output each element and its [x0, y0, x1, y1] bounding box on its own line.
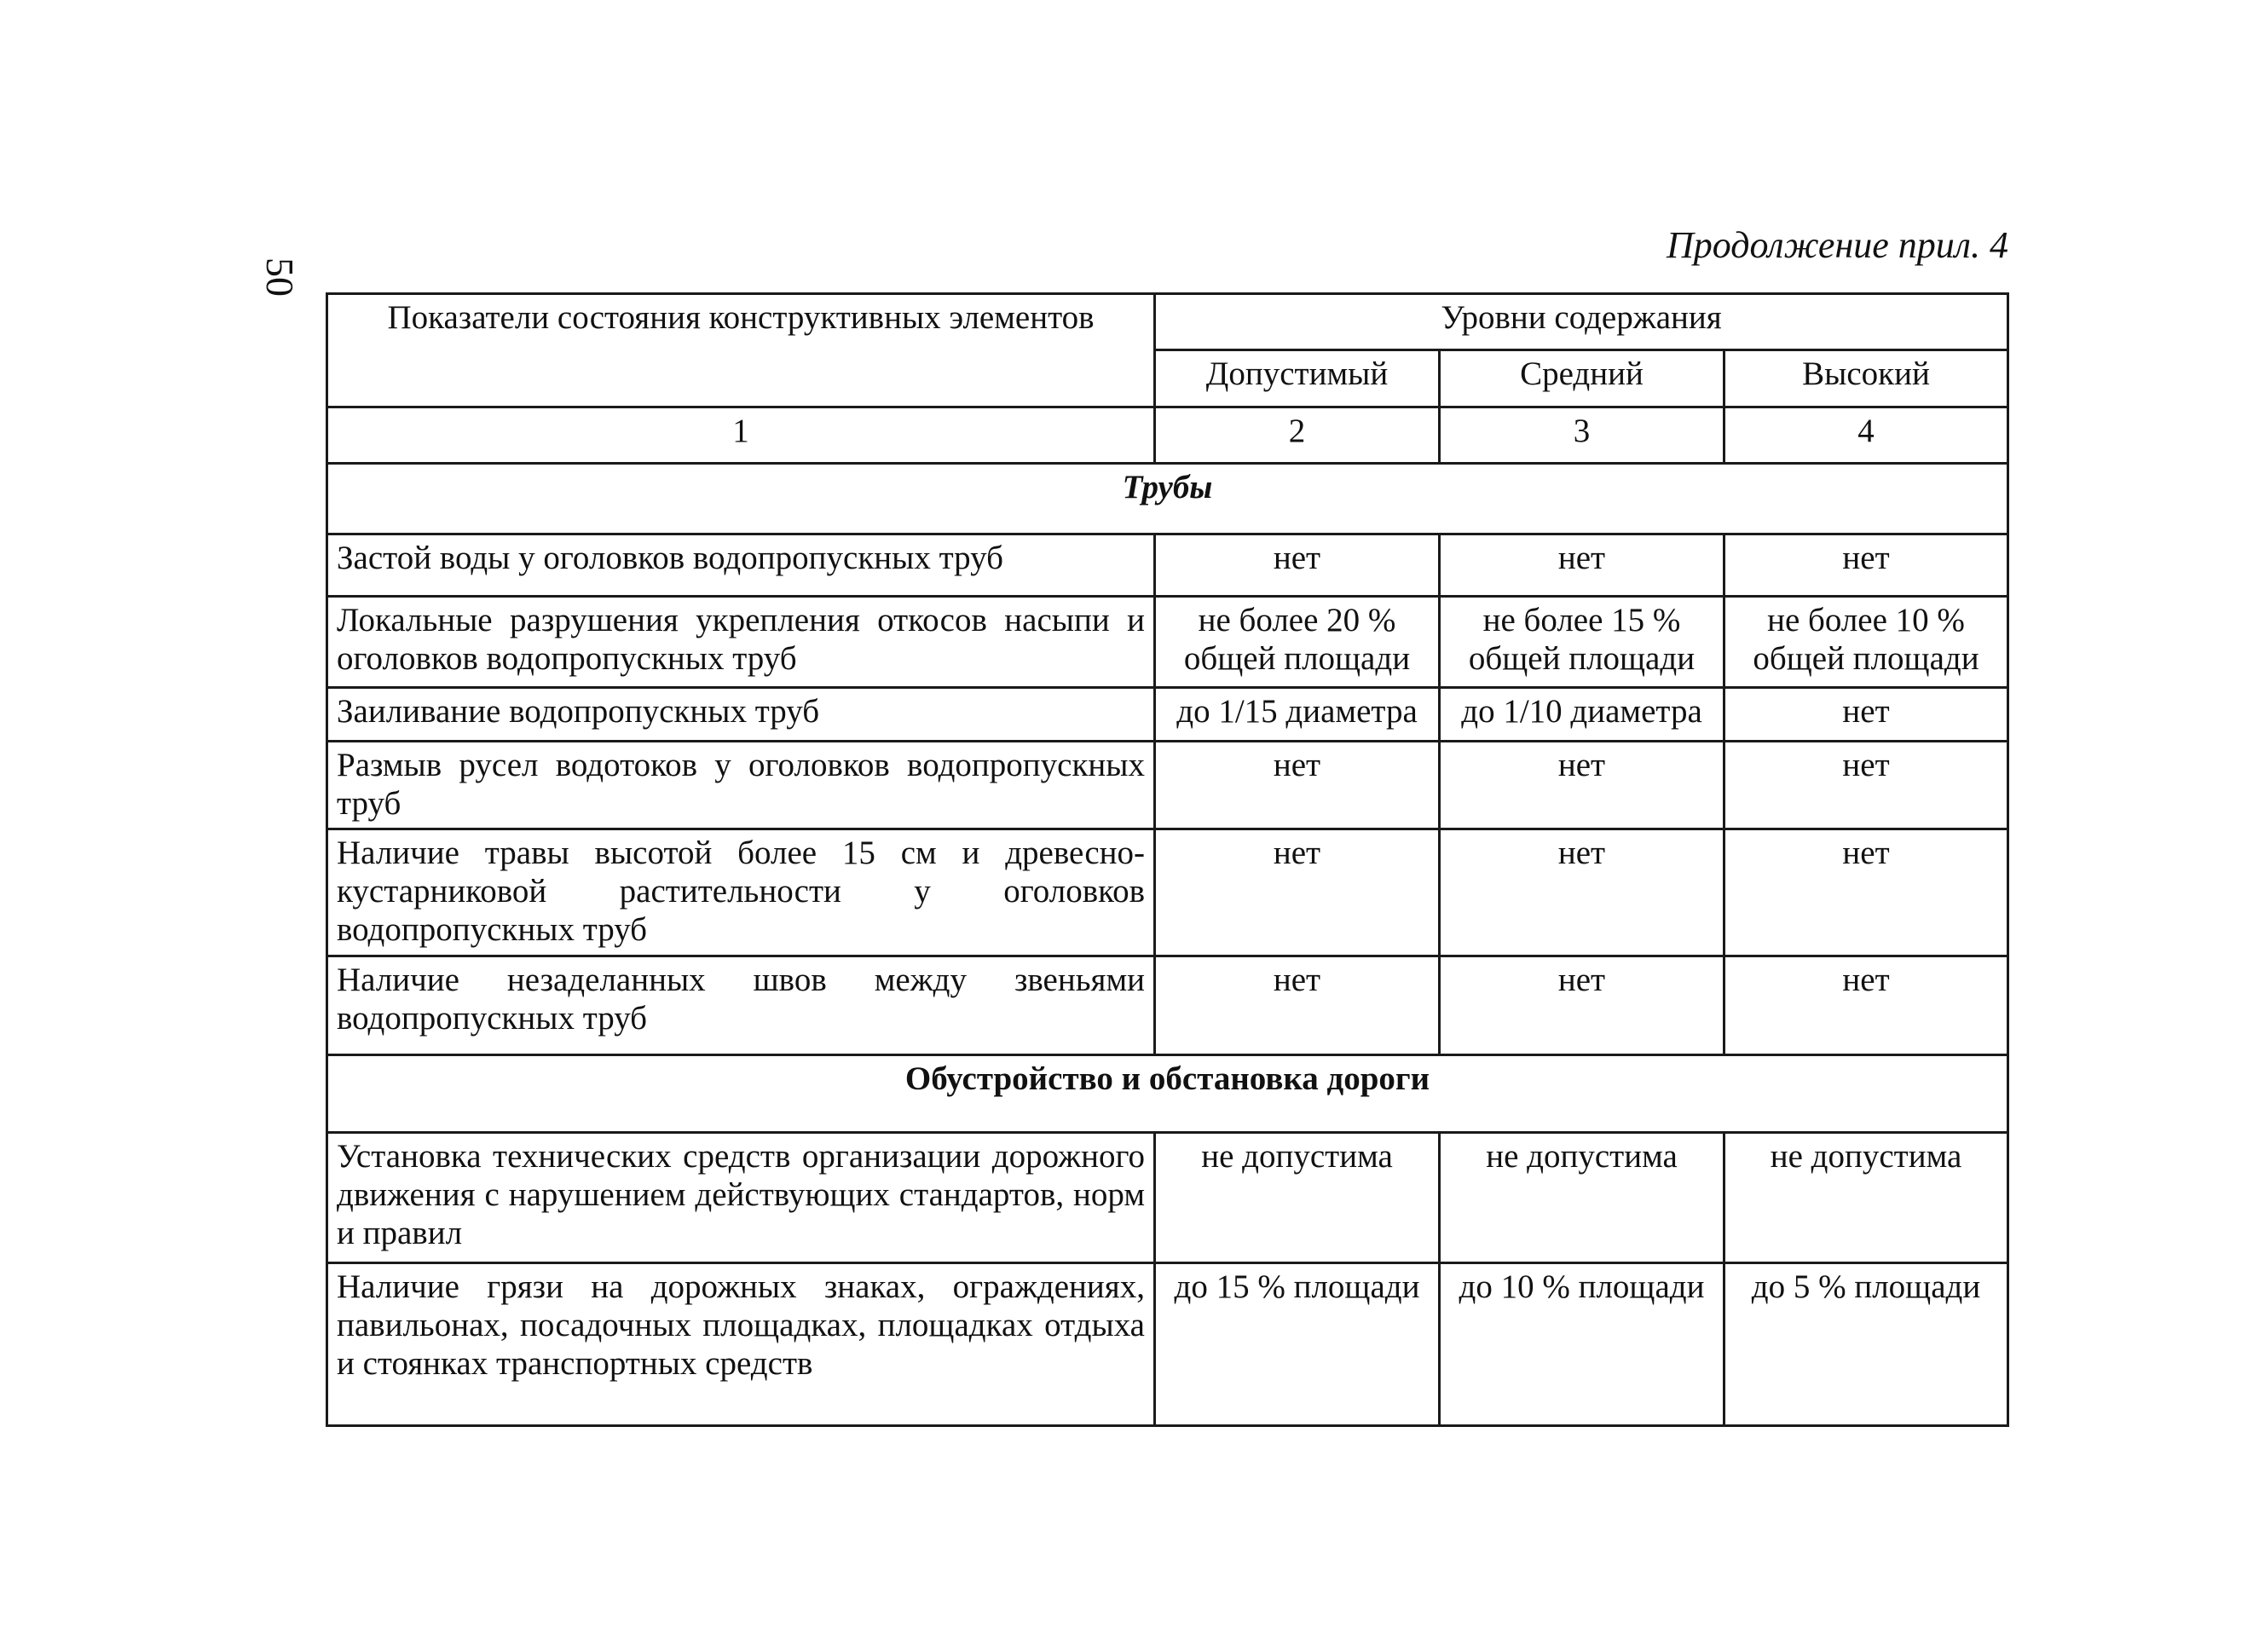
- table-row: [327, 956, 2008, 1055]
- value-medium: не более 15 % общей площади: [1440, 597, 1724, 688]
- value-high: нет: [1724, 688, 2008, 742]
- value-high: нет: [1724, 742, 2008, 829]
- column-number: 1: [327, 407, 1155, 464]
- row-indicator: Наличие незаделанных швов между звеньями водопропускных труб: [327, 956, 1155, 1055]
- section-row-pipes: [327, 464, 2008, 534]
- value-permissible: нет: [1155, 956, 1440, 1055]
- value-medium: нет: [1440, 534, 1724, 597]
- section-title: Трубы: [327, 464, 2008, 534]
- value-medium: нет: [1440, 829, 1724, 956]
- value-high: нет: [1724, 956, 2008, 1055]
- value-high: до 5 % площади: [1724, 1263, 2008, 1426]
- value-permissible: до 1/15 диаметра: [1155, 688, 1440, 742]
- value-medium: до 10 % площади: [1440, 1263, 1724, 1426]
- row-indicator: Заиливание водопропускных труб: [327, 688, 1155, 742]
- row-indicator: Наличие травы высотой более 15 см и древесно-кустарниковой растительности у оголовков водопропускных труб: [327, 829, 1155, 956]
- value-medium: не допустима: [1440, 1133, 1724, 1263]
- value-permissible: нет: [1155, 742, 1440, 829]
- value-medium: нет: [1440, 956, 1724, 1055]
- table-row: [327, 534, 2008, 597]
- value-high: не допустима: [1724, 1133, 2008, 1263]
- value-permissible: не более 20 % общей площади: [1155, 597, 1440, 688]
- section-row-road-equipment: [327, 1055, 2008, 1133]
- column-number-row: [327, 407, 2008, 464]
- row-indicator: Размыв русел водотоков у оголовков водопропускных труб: [327, 742, 1155, 829]
- table-row: [327, 1133, 2008, 1263]
- column-number: 3: [1440, 407, 1724, 464]
- header-level-high: Высокий: [1724, 350, 2008, 407]
- row-indicator: Установка технических средств организации дорожного движения с нарушением действующих стандартов, норм и правил: [327, 1133, 1155, 1263]
- header-levels: Уровни содержания: [1155, 294, 2008, 350]
- value-permissible: не допустима: [1155, 1133, 1440, 1263]
- column-number: 2: [1155, 407, 1440, 464]
- value-high: не более 10 % общей площади: [1724, 597, 2008, 688]
- header-level-medium: Средний: [1440, 350, 1724, 407]
- row-indicator: Локальные разрушения укрепления откосов насыпи и оголовков водопропускных труб: [327, 597, 1155, 688]
- value-permissible: до 15 % площади: [1155, 1263, 1440, 1426]
- table-row: [327, 597, 2008, 688]
- header-level-permissible: Допустимый: [1155, 350, 1440, 407]
- row-indicator: Наличие грязи на дорожных знаках, ограждениях, павильонах, посадочных площадках, площадках отдыха и стоянках транспортных средств: [327, 1263, 1155, 1426]
- page-number: 50: [258, 257, 302, 297]
- value-medium: до 1/10 диаметра: [1440, 688, 1724, 742]
- table-row: [327, 742, 2008, 829]
- continuation-label: Продолжение прил. 4: [1667, 224, 2008, 266]
- header-indicator: Показатели состояния конструктивных элементов: [327, 294, 1155, 407]
- value-permissible: нет: [1155, 534, 1440, 597]
- row-indicator: Застой воды у оголовков водопропускных труб: [327, 534, 1155, 597]
- table-row: [327, 829, 2008, 956]
- value-high: нет: [1724, 829, 2008, 956]
- requirements-table: [326, 292, 2009, 1427]
- table-row: [327, 688, 2008, 742]
- table-row: [327, 1263, 2008, 1426]
- section-title: Обустройство и обстановка дороги: [327, 1055, 2008, 1133]
- column-number: 4: [1724, 407, 2008, 464]
- value-high: нет: [1724, 534, 2008, 597]
- value-medium: нет: [1440, 742, 1724, 829]
- header-row-levels: [327, 294, 2008, 350]
- value-permissible: нет: [1155, 829, 1440, 956]
